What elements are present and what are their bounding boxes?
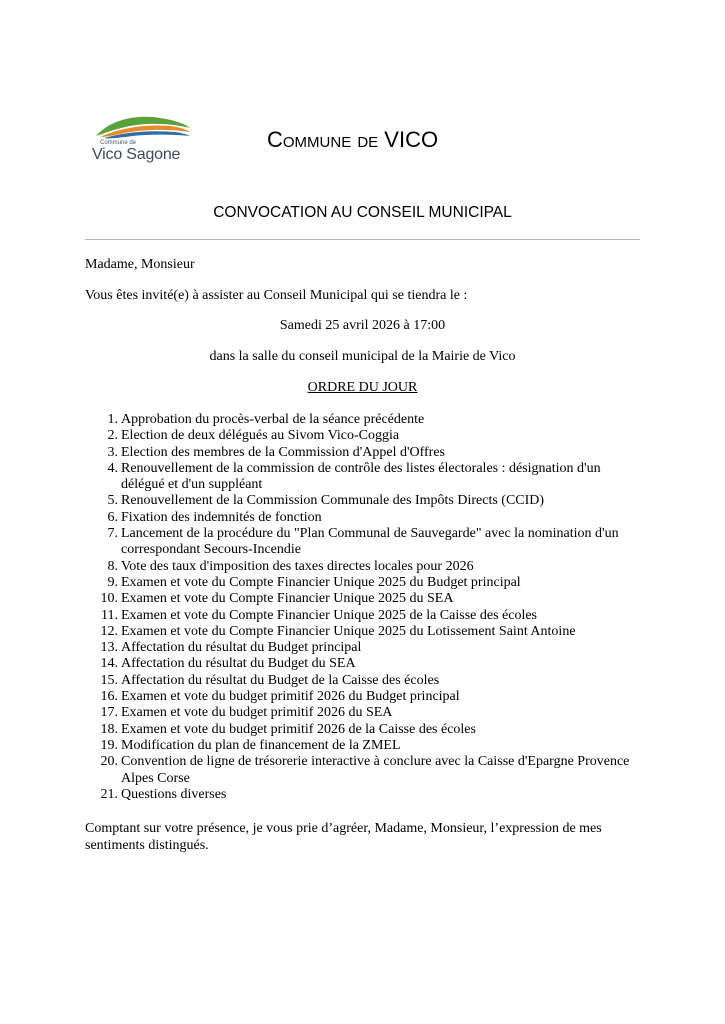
agenda-item-number: 12. [100, 623, 118, 639]
agenda-item-text: Examen et vote du budget primitif 2026 de la Caisse des écoles [121, 721, 476, 737]
agenda-item [85, 412, 645, 428]
document-title: CONVOCATION AU CONSEIL MUNICIPAL [213, 204, 512, 221]
agenda-item-number: 19. [100, 737, 118, 753]
agenda-item-text: Fixation des indemnités de fonction [121, 509, 322, 525]
agenda-item [85, 705, 645, 721]
agenda-item-number: 10. [100, 591, 118, 607]
intro-text: Vous êtes invité(e) à assister au Conseil Municipal qui se tiendra le : [85, 288, 468, 303]
agenda-item-number: 16. [100, 689, 118, 705]
agenda-item-text: Questions diverses [121, 786, 227, 802]
agenda-item-text: Affectation du résultat du Budget de la Caisse des écoles [121, 672, 440, 688]
agenda-item-number: 3. [107, 444, 118, 460]
agenda-item-number: 21. [100, 786, 118, 802]
agenda-item-number: 15. [100, 672, 118, 688]
logo-landscape-icon [90, 112, 195, 142]
agenda-list [85, 412, 645, 803]
agenda-item-number: 7. [107, 526, 118, 542]
agenda-item [85, 787, 645, 803]
commune-title: Commune de VICO [267, 127, 439, 152]
agenda-item [85, 510, 645, 526]
agenda-item-text: Examen et vote du budget primitif 2026 du SEA [121, 705, 393, 721]
agenda-item-text: Examen et vote du Compte Financier Unique 2025 du SEA [121, 591, 454, 607]
agenda-item-number: 14. [100, 656, 118, 672]
agenda-item [85, 575, 645, 591]
agenda-item [85, 624, 645, 640]
agenda-item-text: Examen et vote du Compte Financier Unique 2025 du Lotissement Saint Antoine [121, 623, 576, 639]
commune-logo [90, 112, 195, 166]
agenda-item [85, 526, 645, 559]
agenda-item [85, 608, 645, 624]
agenda-item [85, 461, 645, 494]
agenda-item [85, 640, 645, 656]
agenda-item-text: Vote des taux d'imposition des taxes directes locales pour 2026 [121, 558, 474, 574]
agenda-item [85, 591, 645, 607]
agenda-item-text: Approbation du procès-verbal de la séance précédente [121, 412, 425, 427]
agenda-item [85, 754, 645, 787]
agenda-item-number: 9. [107, 574, 118, 590]
agenda-item-number: 1. [107, 412, 118, 427]
agenda-item-number: 8. [107, 558, 118, 574]
logo-big-text: Vico Sagone [92, 146, 181, 163]
agenda-item-text: Convention de ligne de trésorerie interactive à conclure avec la Caisse d'Epargne Provence Alpes Corse [121, 754, 630, 786]
agenda-item [85, 559, 645, 575]
agenda-item-text: Examen et vote du Compte Financier Unique 2025 du Budget principal [121, 574, 521, 590]
agenda-item-number: 20. [100, 754, 118, 770]
agenda-item [85, 673, 645, 689]
logo-small-text: Commune de [100, 140, 137, 146]
meeting-location: dans la salle du conseil municipal de la Mairie de Vico [209, 349, 516, 364]
agenda-item-number: 4. [107, 460, 118, 476]
agenda-item-text: Election des membres de la Commission d'Appel d'Offres [121, 444, 446, 460]
agenda-item-number: 11. [101, 607, 118, 623]
agenda-item-number: 18. [100, 721, 118, 737]
agenda-item-text: Renouvellement de la commission de contrôle des listes électorales : désignation d'un délégué et d'un suppléant [121, 460, 601, 493]
agenda-item-text: Affectation du résultat du Budget principal [121, 640, 362, 656]
agenda-item-text: Affectation du résultat du Budget du SEA [121, 656, 356, 672]
agenda-item-text: Modification du plan de financement de la ZMEL [121, 737, 401, 753]
agenda-item-text: Renouvellement de la Commission Communale des Impôts Directs (CCID) [121, 493, 545, 509]
greeting: Madame, Monsieur [85, 257, 195, 272]
agenda-item-number: 2. [107, 428, 118, 444]
agenda-item [85, 722, 645, 738]
agenda-item-text: Lancement de la procédure du "Plan Communal de Sauvegarde" avec la nomination d'un correspondant Secours-Incendie [121, 526, 619, 558]
agenda-heading: ORDRE DU JOUR [307, 380, 418, 395]
agenda-item [85, 656, 645, 672]
agenda-item [85, 493, 645, 509]
meeting-date: Samedi 25 avril 2026 à 17:00 [279, 318, 446, 333]
agenda-item [85, 689, 645, 705]
agenda-item [85, 738, 645, 754]
agenda-item-number: 6. [107, 509, 118, 525]
agenda-item-number: 5. [107, 493, 118, 509]
agenda-item-number: 17. [100, 705, 118, 721]
agenda-item-text: Examen et vote du Compte Financier Unique 2025 de la Caisse des écoles [121, 607, 538, 623]
agenda-item-number: 13. [100, 640, 118, 656]
title-divider [85, 239, 640, 240]
agenda-item-text: Examen et vote du budget primitif 2026 du Budget principal [121, 689, 460, 705]
closing-text: Comptant sur votre présence, je vous prie d’agréer, Madame, Monsieur, l’expression de mes sentiments distingués. [85, 821, 602, 853]
agenda-item [85, 428, 645, 444]
agenda-item-text: Election de deux délégués au Sivom Vico-Coggia [121, 428, 400, 444]
agenda-item [85, 445, 645, 461]
